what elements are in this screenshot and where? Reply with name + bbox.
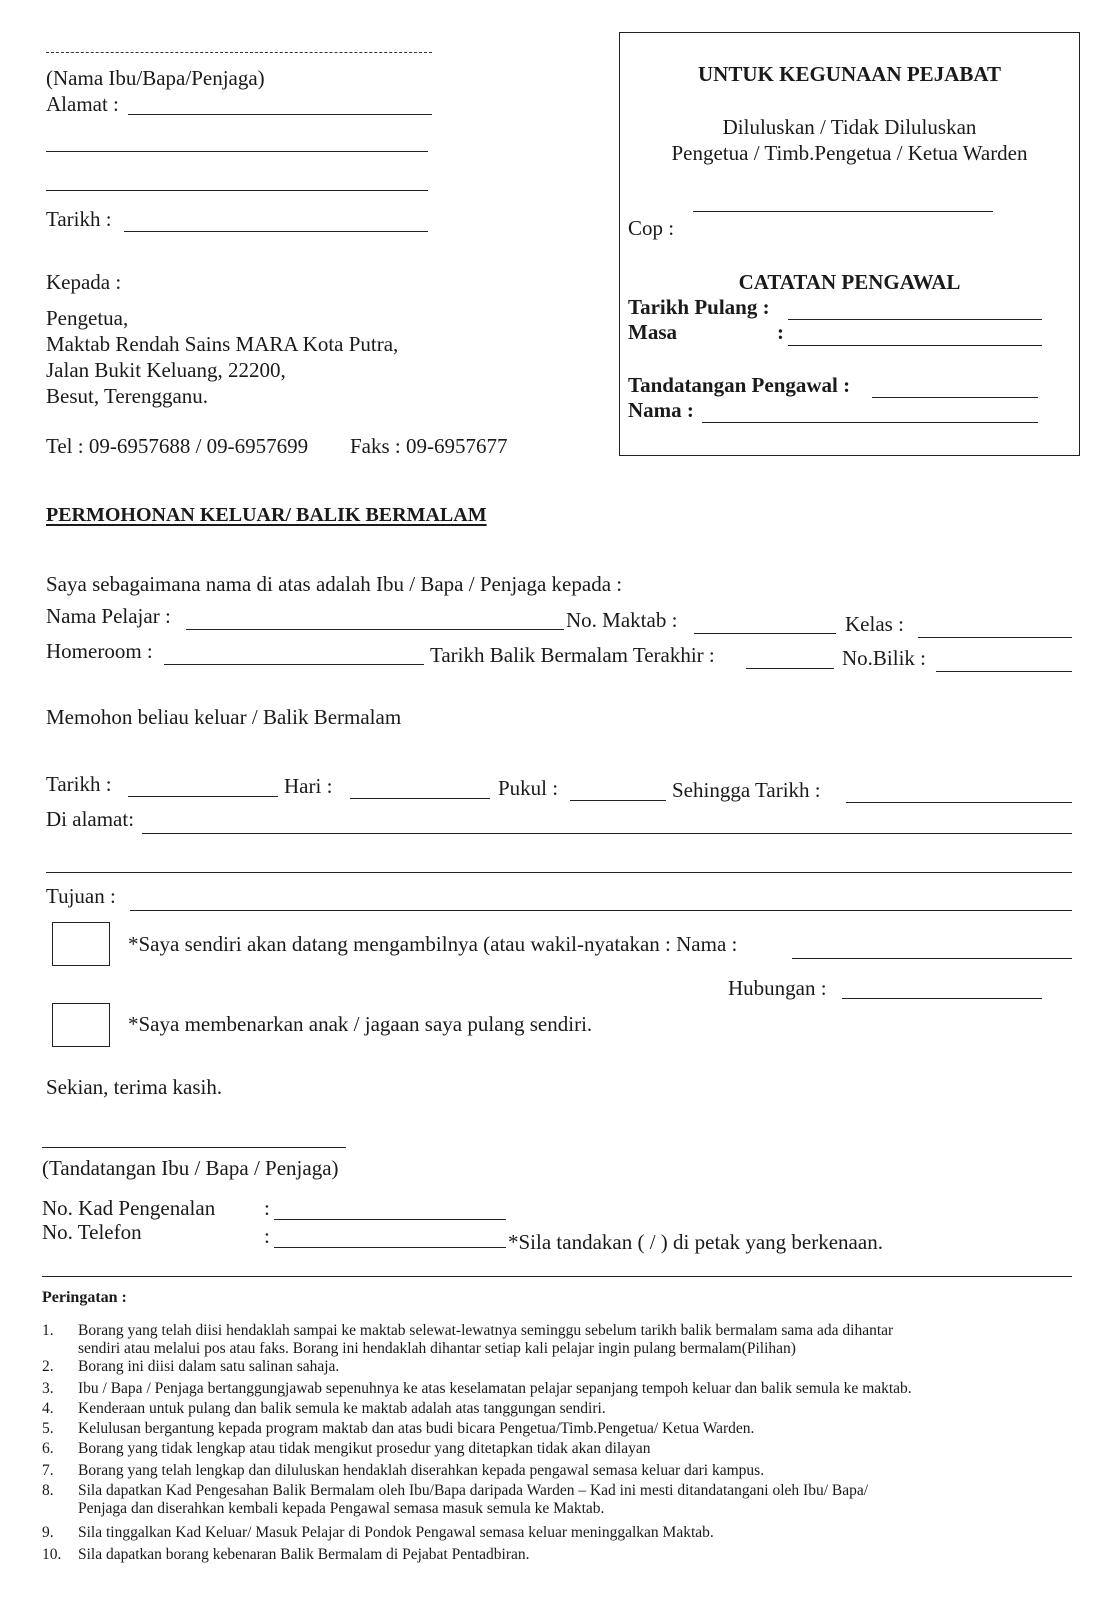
warning-number: 10. (42, 1546, 62, 1563)
warning-text: Borang yang telah lengkap dan diluluskan hendaklah diserahkan kepada pengawal semasa keluar dari kampus. (78, 1462, 765, 1479)
purpose-line[interactable] (130, 910, 1072, 911)
purpose-label: Tujuan : (46, 884, 116, 908)
option-pickup-checkbox[interactable] (52, 922, 110, 966)
college-no-label: No. Maktab : (566, 608, 678, 632)
phone-no-line[interactable] (274, 1247, 506, 1248)
representative-name-line[interactable] (792, 958, 1072, 959)
approval-options: Diluluskan / Tidak Diluluskan (722, 115, 977, 139)
relationship-line[interactable] (842, 998, 1042, 999)
homeroom-label: Homeroom : (46, 639, 153, 663)
warning-text: Ibu / Bapa / Penjaga bertanggungjawab sepenuhnya ke atas keselamatan pelajar sepanjang tempoh keluar dan balik semula ke maktab. (78, 1380, 912, 1397)
at-address-line-2[interactable] (46, 872, 1072, 873)
student-name-line[interactable] (186, 629, 564, 630)
warning-text: Sila dapatkan Kad Pengesahan Balik Bermalam oleh Ibu/Bapa daripada Warden – Kad ini mesti ditandatangani oleh Ibu/ Bapa/ (78, 1482, 869, 1499)
ic-no-label: No. Kad Pengenalan (42, 1196, 216, 1220)
warning-text: sendiri atau melalui pos atau faks. Borang ini hendaklah dihantar setiap kali pelajar ingin pulang bermalam(Pilihan) (78, 1340, 796, 1357)
parent-signature-line[interactable] (42, 1147, 346, 1148)
warning-text: Borang yang telah diisi hendaklah sampai ke maktab selewat-lewatnya seminggu sebelum tarikh balik bermalam sama ada dihantar (78, 1322, 894, 1339)
warning-text: Penjaga dan diserahkan kembali kepada Pengawal semasa masuk semula ke Maktab. (78, 1500, 605, 1517)
recipient-line-4: Besut, Terengganu. (46, 384, 209, 408)
ic-no-colon: : (264, 1196, 270, 1220)
relationship-label: Hubungan : (728, 976, 827, 1000)
phone-no-colon: : (264, 1224, 270, 1248)
telephone-text: Tel : 09-6957688 / 09-6957699 (46, 434, 309, 458)
warning-number: 2. (42, 1358, 54, 1375)
time-line[interactable] (788, 345, 1042, 346)
warnings-title: Peringatan : (42, 1289, 127, 1306)
parent-name-line[interactable] (46, 52, 432, 53)
warning-number: 6. (42, 1440, 54, 1457)
warning-number: 7. (42, 1462, 54, 1479)
warning-number: 4. (42, 1400, 54, 1417)
outing-time-line[interactable] (570, 800, 666, 801)
outing-date-line[interactable] (128, 796, 278, 797)
time-colon: : (777, 320, 784, 344)
stamp-label: Cop : (628, 216, 675, 240)
to-label: Kepada : (46, 270, 122, 294)
warning-number: 8. (42, 1482, 54, 1499)
room-no-line[interactable] (936, 671, 1072, 672)
section-divider (42, 1276, 1072, 1277)
tick-note: *Sila tandakan ( / ) di petak yang berkenaan. (508, 1230, 883, 1254)
last-outing-date-label: Tarikh Balik Bermalam Terakhir : (430, 643, 715, 667)
parent-name-label: (Nama Ibu/Bapa/Penjaga) (46, 66, 265, 90)
until-date-line[interactable] (846, 802, 1072, 803)
warning-number: 3. (42, 1380, 54, 1397)
guard-name-line[interactable] (702, 422, 1038, 423)
college-no-line[interactable] (694, 633, 836, 634)
outing-time-label: Pukul : (498, 776, 559, 800)
option-self-return-checkbox[interactable] (52, 1003, 110, 1047)
fax-text: Faks : 09-6957677 (350, 434, 508, 458)
last-outing-date-line[interactable] (746, 668, 834, 669)
warning-text: Borang ini diisi dalam satu salinan sahaja. (78, 1358, 340, 1375)
guard-signature-label: Tandatangan Pengawal : (628, 373, 851, 397)
recipient-line-1: Pengetua, (46, 306, 129, 330)
warning-number: 9. (42, 1524, 54, 1541)
approver-signature-line[interactable] (693, 211, 993, 212)
time-label: Masa (628, 320, 677, 344)
at-address-line-1[interactable] (142, 833, 1072, 834)
phone-no-label: No. Telefon (42, 1220, 142, 1244)
guard-signature-line[interactable] (872, 397, 1038, 398)
warning-number: 5. (42, 1420, 54, 1437)
applicant-date-line[interactable] (124, 231, 428, 232)
warning-number: 1. (42, 1322, 54, 1339)
warning-text: Sila dapatkan borang kebenaran Balik Bermalam di Pejabat Pentadbiran. (78, 1546, 530, 1563)
ic-no-line[interactable] (274, 1219, 506, 1220)
option-self-return-text: *Saya membenarkan anak / jagaan saya pulang sendiri. (128, 1012, 593, 1036)
approver-options: Pengetua / Timb.Pengetua / Ketua Warden (671, 141, 1028, 165)
address-line-3[interactable] (46, 190, 428, 191)
address-line-2[interactable] (46, 151, 428, 152)
return-date-label: Tarikh Pulang : (628, 295, 770, 319)
warning-text: Kelulusan bergantung kepada program maktab dan atas budi bicara Pengetua/Timb.Pengetua/ Ketua Warden. (78, 1420, 755, 1437)
form-title: PERMOHONAN KELUAR/ BALIK BERMALAM (46, 504, 487, 526)
parent-signature-label: (Tandatangan Ibu / Bapa / Penjaga) (42, 1156, 339, 1180)
recipient-line-3: Jalan Bukit Keluang, 22200, (46, 358, 286, 382)
warning-text: Borang yang tidak lengkap atau tidak mengikut prosedur yang ditetapkan tidak akan dilayan (78, 1440, 651, 1457)
homeroom-line[interactable] (164, 664, 424, 665)
applicant-date-label: Tarikh : (46, 207, 112, 231)
address-label: Alamat : (46, 92, 119, 116)
day-line[interactable] (350, 798, 490, 799)
day-label: Hari : (284, 774, 333, 798)
warning-text: Sila tinggalkan Kad Keluar/ Masuk Pelajar di Pondok Pengawal semasa keluar meninggalkan Maktab. (78, 1524, 714, 1541)
intro-text: Saya sebagaimana nama di atas adalah Ibu / Bapa / Penjaga kepada : (46, 572, 623, 596)
class-label: Kelas : (845, 612, 904, 636)
office-use-title: UNTUK KEGUNAAN PEJABAT (698, 62, 1001, 86)
return-date-line[interactable] (788, 319, 1042, 320)
request-text: Memohon beliau keluar / Balik Bermalam (46, 705, 402, 729)
guard-name-label: Nama : (628, 398, 694, 422)
recipient-line-2: Maktab Rendah Sains MARA Kota Putra, (46, 332, 399, 356)
outing-date-label: Tarikh : (46, 772, 112, 796)
address-line-1[interactable] (128, 114, 432, 115)
option-pickup-text: *Saya sendiri akan datang mengambilnya (atau wakil-nyatakan : Nama : (128, 932, 738, 956)
at-address-label: Di alamat: (46, 807, 135, 831)
room-no-label: No.Bilik : (842, 646, 927, 670)
class-line[interactable] (918, 637, 1072, 638)
warning-text: Kenderaan untuk pulang dan balik semula ke maktab adalah atas tanggungan sendiri. (78, 1400, 606, 1417)
until-date-label: Sehingga Tarikh : (672, 778, 821, 802)
student-name-label: Nama Pelajar : (46, 604, 171, 628)
guard-notes-title: CATATAN PENGAWAL (738, 270, 961, 294)
closing-text: Sekian, terima kasih. (46, 1075, 223, 1099)
